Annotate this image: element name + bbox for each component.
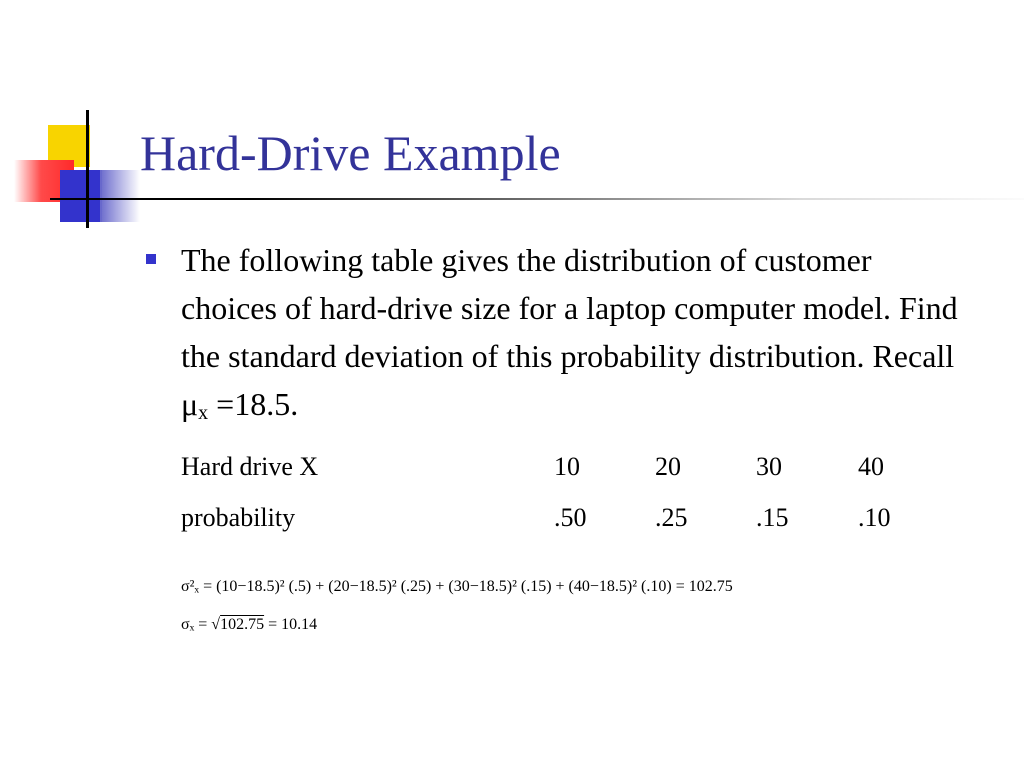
table-cell: .15 — [756, 503, 789, 532]
bullet-text-end: =18.5. — [208, 386, 299, 422]
row-label: Hard drive X — [181, 452, 319, 481]
table-cell: .25 — [655, 503, 688, 532]
corner-decoration — [0, 0, 140, 240]
table-cell: 20 — [655, 452, 681, 481]
slide-title: Hard-Drive Example — [140, 125, 561, 181]
sd-prefix: σₓ = √ — [181, 616, 221, 633]
mu-subscript: x — [198, 402, 209, 424]
blue-square — [60, 170, 102, 222]
sd-equation — [181, 616, 317, 634]
row-label: probability — [181, 503, 296, 532]
variance-equation: σ²ₓ = (10−18.5)² (.5) + (20−18.5)² (.25) + (30−18.5)² (.15) + (40−18.5)² (.10) = 102.75 — [181, 578, 733, 595]
bullet-paragraph — [181, 236, 971, 437]
sd-result: = 10.14 — [264, 616, 318, 633]
table-cell: 10 — [554, 452, 580, 481]
vertical-rule — [86, 110, 89, 228]
table-cell: .10 — [858, 503, 891, 532]
title-underline — [50, 198, 1024, 200]
sd-radicand: 102.75 — [220, 616, 265, 633]
bullet-text: The following table gives the distribution of customer choices of hard-drive size for a laptop computer model. Find the standard deviation of this probability distribution. Recall μ — [181, 242, 958, 422]
blue-square-fade — [100, 170, 140, 222]
table-cell: 30 — [756, 452, 782, 481]
table-cell: .50 — [554, 503, 587, 532]
bullet-square-icon — [146, 254, 156, 264]
table-cell: 40 — [858, 452, 884, 481]
